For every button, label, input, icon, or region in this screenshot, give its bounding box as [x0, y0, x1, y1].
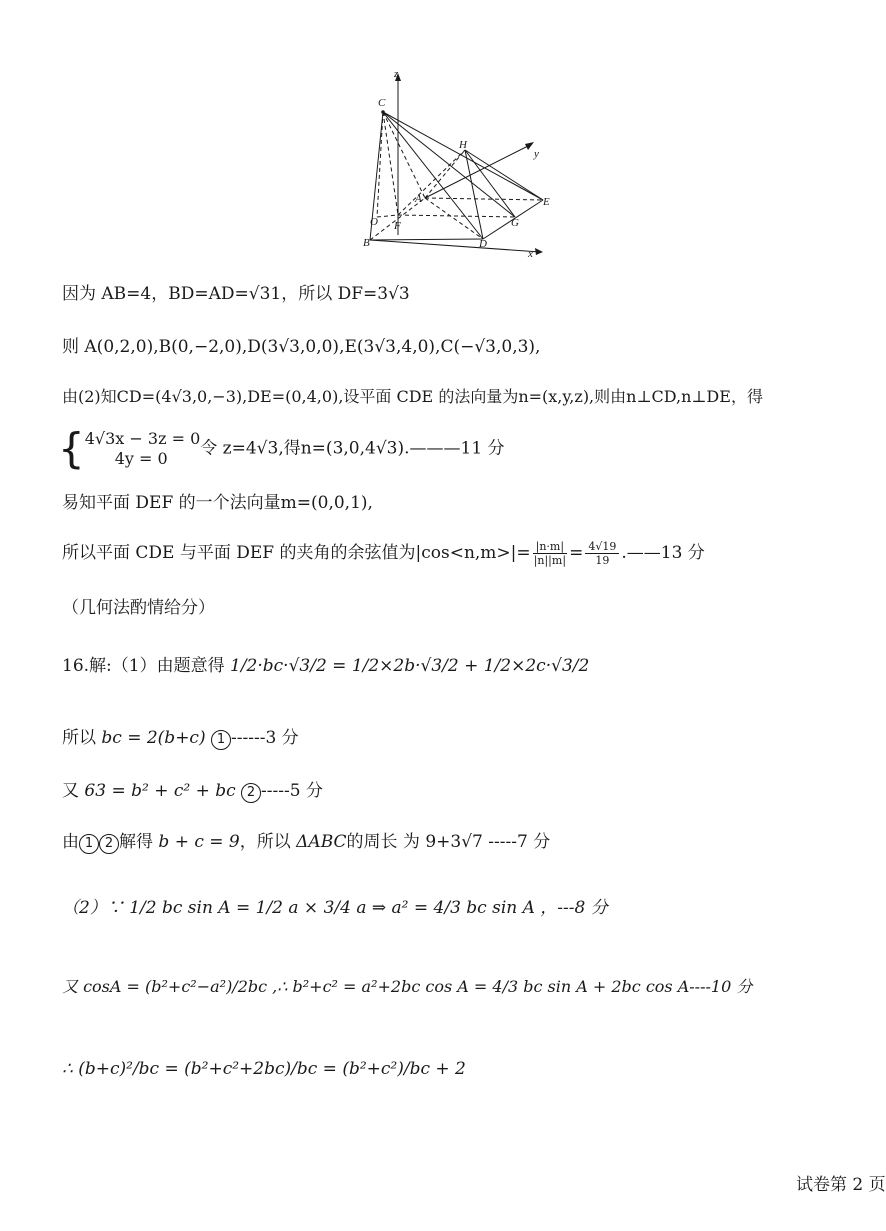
- line-cosine: [62, 540, 705, 567]
- line-vectors: 由(2)知CD=(4√3,0,−3),DE=(0,4,0),设平面 CDE 的法向量为n=(x,y,z),则由n⊥CD,n⊥DE，得: [62, 387, 763, 406]
- system-eq1: 4√3x − 3z = 0: [84, 429, 201, 448]
- page-footer: 试卷第 2 页: [796, 1175, 886, 1195]
- line-coordinates: 则 A(0,2,0),B(0,−2,0),D(3√3,0,0),E(3√3,4,0),C(−√3,0,3),: [62, 337, 541, 357]
- p16-prefix: 16.解:（1）由题意得: [62, 656, 225, 676]
- system-result: 令 z=4√3,得n=(3,0,4√3).———11 分: [200, 438, 505, 459]
- formula-numerator: |n·m|: [533, 540, 567, 554]
- p16-l3-score: -----5 分: [261, 781, 323, 801]
- p16-line3: [62, 780, 323, 803]
- circle-2b: 2: [99, 834, 119, 854]
- label-x: x: [528, 248, 533, 260]
- p16-l4-eq: b + c = 9: [158, 832, 240, 852]
- cosine-score: .——13 分: [621, 543, 705, 563]
- label-A: A: [415, 193, 422, 205]
- p16-l2-score: ------3 分: [231, 728, 299, 748]
- cosine-text: 所以平面 CDE 与平面 DEF 的夹角的余弦值为|cos<n,m>|=: [62, 543, 531, 563]
- p16-line4: [62, 831, 550, 854]
- problem16-part1: [62, 655, 589, 677]
- p16-line2: [62, 727, 299, 750]
- circle-2: 2: [241, 783, 261, 803]
- p16-cosine-law: 又 cosA = (b²+c²−a²)/2bc ,∴ b²+c² = a²+2bc cos A = 4/3 bc sin A + 2bc cos A----10 分: [62, 977, 753, 996]
- p16-l3-eq: 63 = b² + c² + bc: [84, 781, 236, 801]
- circle-1b: 1: [79, 834, 99, 854]
- line-normal-m: 易知平面 DEF 的一个法向量m=(0,0,1),: [62, 493, 373, 513]
- p16-l4-so: ，所以: [239, 832, 291, 852]
- label-F: F: [394, 220, 401, 232]
- value-denominator: 19: [595, 554, 610, 567]
- cosine-value-fraction: [585, 540, 619, 567]
- equation-system: [85, 429, 201, 469]
- label-D: D: [479, 238, 487, 250]
- p16-part2: （2）∵ 1/2 bc sin A = 1/2 a × 3/4 a ⇒ a² = 4/3 bc sin A ，---8 分: [62, 898, 608, 918]
- p16-l4-text: 由: [62, 832, 79, 852]
- label-H: H: [459, 139, 467, 151]
- p16-l4-solve: 解得: [119, 832, 153, 852]
- line-ab-bd: 因为 AB=4，BD=AD=√31，所以 DF=3√3: [62, 284, 410, 304]
- label-O: O: [370, 216, 378, 228]
- system-eq2: 4y = 0: [114, 449, 168, 468]
- label-C: C: [378, 97, 386, 109]
- p16-final: ∴ (b+c)²/bc = (b²+c²+2bc)/bc = (b²+c²)/bc + 2: [62, 1059, 466, 1079]
- label-G: G: [511, 217, 519, 229]
- p16-equation: 1/2·bc·√3/2 = 1/2×2b·√3/2 + 1/2×2c·√3/2: [230, 656, 590, 676]
- label-y: y: [534, 148, 539, 160]
- p16-l2-eq: bc = 2(b+c): [101, 728, 206, 748]
- system-brace: {: [58, 424, 85, 473]
- value-numerator: 4√19: [585, 540, 619, 554]
- cosine-formula-fraction: [533, 540, 567, 567]
- note-geometric: （几何法酌情给分）: [62, 598, 215, 618]
- circle-1: 1: [211, 730, 231, 750]
- p16-l4-result: 的周长 为 9+3√7 -----7 分: [346, 832, 551, 852]
- formula-denominator: |n||m|: [533, 554, 567, 567]
- label-z: z: [394, 68, 399, 80]
- line-system: [58, 424, 505, 473]
- label-E: E: [543, 196, 550, 208]
- p16-l2-text: 所以: [62, 728, 96, 748]
- p16-l4-triangle: ΔABC: [296, 832, 347, 852]
- p16-l3-text: 又: [62, 781, 79, 801]
- geometry-figure: [360, 65, 560, 265]
- label-B: B: [363, 237, 370, 249]
- cosine-equals: =: [569, 543, 584, 563]
